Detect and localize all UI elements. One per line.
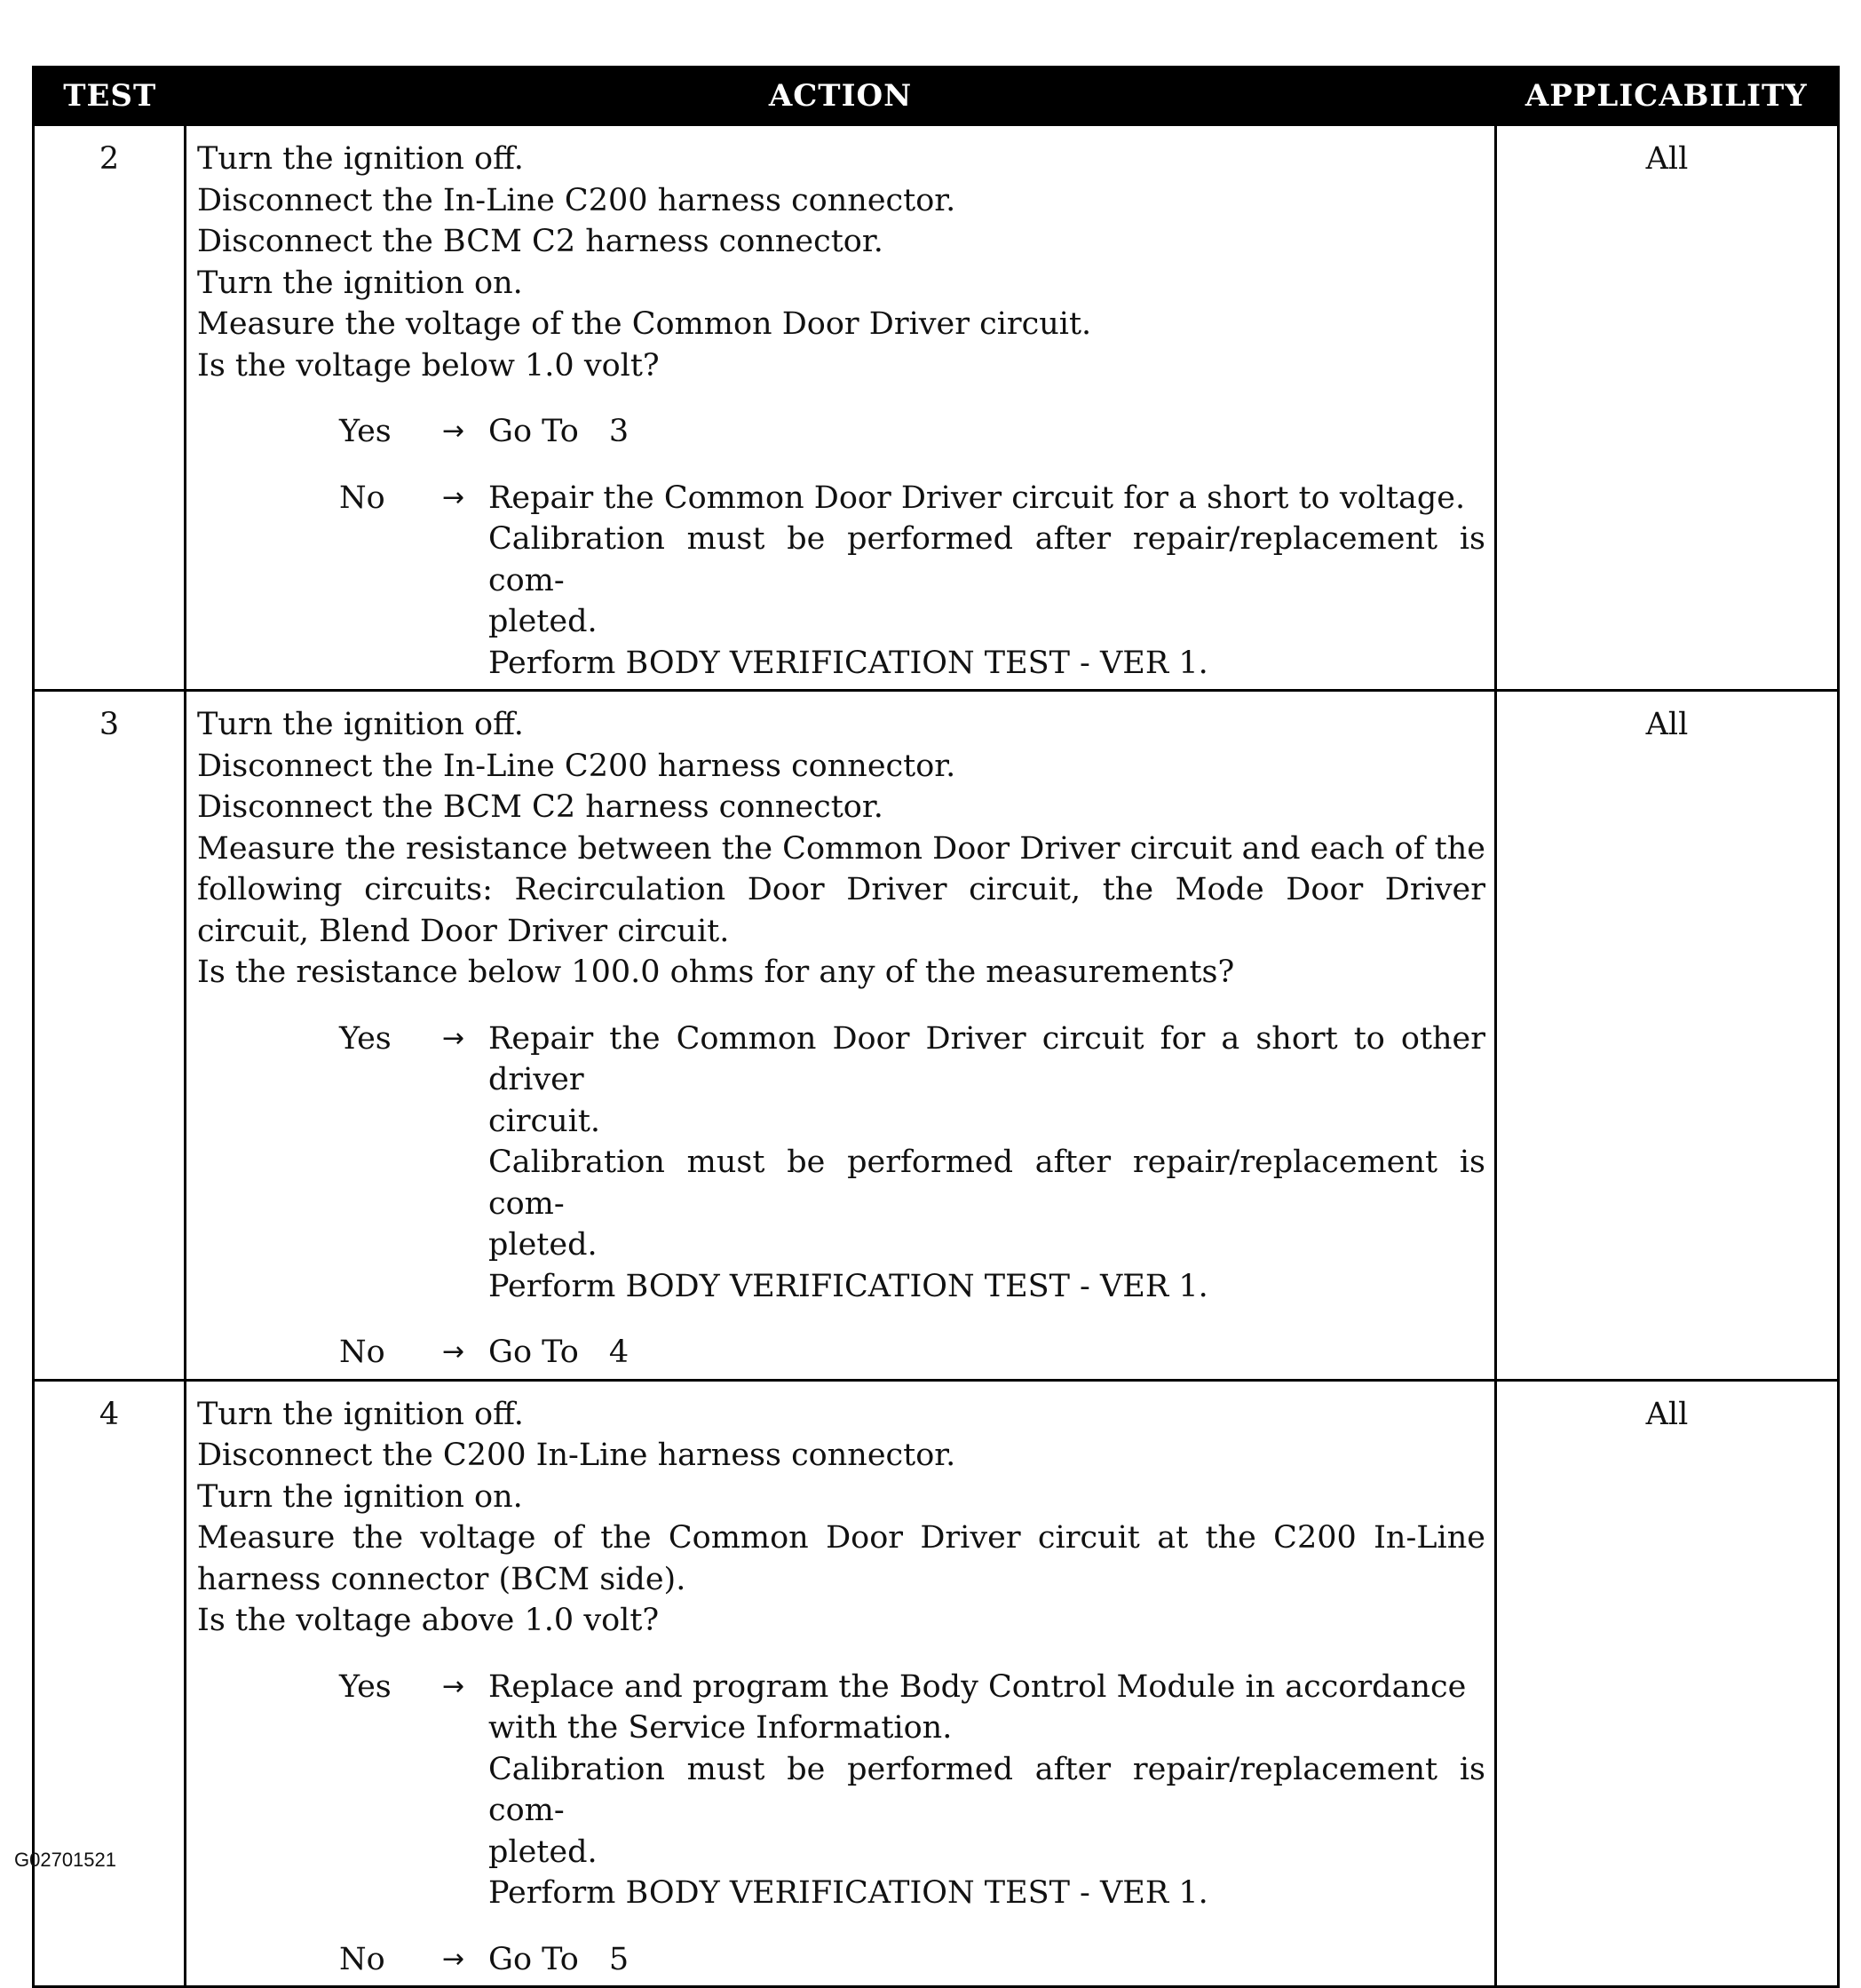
outcome-body: [488, 1018, 1485, 1308]
action-cell: [186, 125, 1496, 691]
goto-text: Go To: [488, 414, 579, 449]
arrow-right-icon: →: [442, 1943, 465, 1975]
arrow-right-icon: →: [442, 481, 465, 513]
applicability-value: All: [1496, 691, 1839, 1381]
table-row: [34, 1380, 1839, 1987]
outcome-line: Repair the Common Door Driver circuit for a short to other driver: [488, 1020, 1485, 1097]
action-step: Is the resistance below 100.0 ohms for any of the measurements?: [197, 954, 1235, 990]
outcome-line: Perform BODY VERIFICATION TEST - VER 1.: [488, 1268, 1208, 1304]
outcome-label: Yes: [339, 1668, 392, 1705]
outcome-line: circuit.: [488, 1103, 601, 1139]
action-step: Disconnect the BCM C2 harness connector.: [197, 224, 883, 259]
header-applicability: APPLICABILITY: [1496, 67, 1839, 125]
action-step: Disconnect the BCM C2 harness connector.: [197, 789, 883, 825]
outcome-body: [488, 478, 1485, 685]
outcome-line: Perform BODY VERIFICATION TEST - VER 1.: [488, 1875, 1208, 1911]
outcome-no: [197, 1939, 1485, 1981]
figure-code: G02701521: [14, 1849, 116, 1871]
outcome-body: [488, 411, 1485, 453]
outcome-yes: [197, 1667, 1485, 1914]
action-cell: [186, 691, 1496, 1381]
outcome-line: pleted.: [488, 604, 598, 639]
outcome-label: Yes: [339, 414, 392, 449]
test-number: 2: [34, 125, 186, 691]
goto-number: 3: [608, 414, 630, 449]
action-step: Turn the ignition on.: [197, 265, 523, 301]
table-row: [34, 125, 1839, 691]
arrow-right-icon: →: [442, 1022, 465, 1054]
outcome-line: with the Service Information.: [488, 1710, 953, 1746]
outcome-body: [488, 1667, 1485, 1914]
outcome-label: No: [339, 1941, 385, 1977]
outcome-line: Calibration must be performed after repair/replacement is com-: [488, 1144, 1485, 1222]
table-header-row: [34, 67, 1839, 125]
outcome-no: [197, 1332, 1485, 1374]
goto-text: Go To: [488, 1941, 579, 1977]
action-step: Turn the ignition on.: [197, 1478, 523, 1515]
action-step: Disconnect the In-Line C200 harness connector.: [197, 748, 956, 784]
arrow-right-icon: →: [442, 1670, 465, 1702]
action-step: Disconnect the C200 In-Line harness connector.: [197, 1438, 956, 1473]
table-row: [34, 691, 1839, 1381]
arrow-right-icon: →: [442, 416, 465, 447]
outcome-yes: [197, 1018, 1485, 1308]
header-action: ACTION: [186, 67, 1496, 125]
outcome-line: Repair the Common Door Driver circuit for a short to voltage.: [488, 479, 1466, 516]
goto-number: 4: [608, 1335, 630, 1370]
diagnostic-test-table: [32, 66, 1840, 1988]
outcome-label: No: [339, 479, 385, 516]
action-step: Turn the ignition off.: [197, 1396, 524, 1432]
goto-text: Go To: [488, 1335, 579, 1370]
action-step: Disconnect the In-Line C200 harness connector.: [197, 182, 956, 218]
action-step: Turn the ignition off.: [197, 707, 524, 742]
action-step: Measure the voltage of the Common Door Driver circuit at the C200 In-Line harness connector (BCM side).: [197, 1520, 1485, 1597]
outcome-no: [197, 478, 1485, 685]
test-number: 4: [34, 1380, 186, 1987]
outcome-line: Calibration must be performed after repair/replacement is com-: [488, 1751, 1485, 1828]
outcome-yes: [197, 411, 1485, 453]
applicability-value: All: [1496, 1380, 1839, 1987]
action-step: Measure the resistance between the Common Door Driver circuit and each of the following circuits: Recirculation Door Driver circuit, the Mode Door Driver circuit, Blend Door Driver circuit.: [197, 830, 1485, 949]
outcome-label: Yes: [339, 1020, 392, 1057]
outcome-label: No: [339, 1335, 385, 1370]
arrow-right-icon: →: [442, 1336, 465, 1367]
outcome-line: Calibration must be performed after repair/replacement is com-: [488, 521, 1485, 598]
outcome-body: [488, 1939, 1485, 1981]
outcome-line: Perform BODY VERIFICATION TEST - VER 1.: [488, 645, 1208, 681]
goto-number: 5: [608, 1941, 630, 1977]
action-step: Is the voltage below 1.0 volt?: [197, 347, 660, 384]
action-step: Is the voltage above 1.0 volt?: [197, 1603, 660, 1638]
outcome-line: pleted.: [488, 1834, 598, 1870]
header-test: TEST: [34, 67, 186, 125]
action-cell: [186, 1380, 1496, 1987]
action-step: Measure the voltage of the Common Door Driver circuit.: [197, 306, 1092, 342]
action-step: Turn the ignition off.: [197, 141, 524, 177]
outcome-body: [488, 1332, 1485, 1374]
outcome-line: pleted.: [488, 1227, 598, 1263]
applicability-value: All: [1496, 125, 1839, 691]
test-number: 3: [34, 691, 186, 1381]
outcome-line: Replace and program the Body Control Module in accordance: [488, 1668, 1467, 1705]
